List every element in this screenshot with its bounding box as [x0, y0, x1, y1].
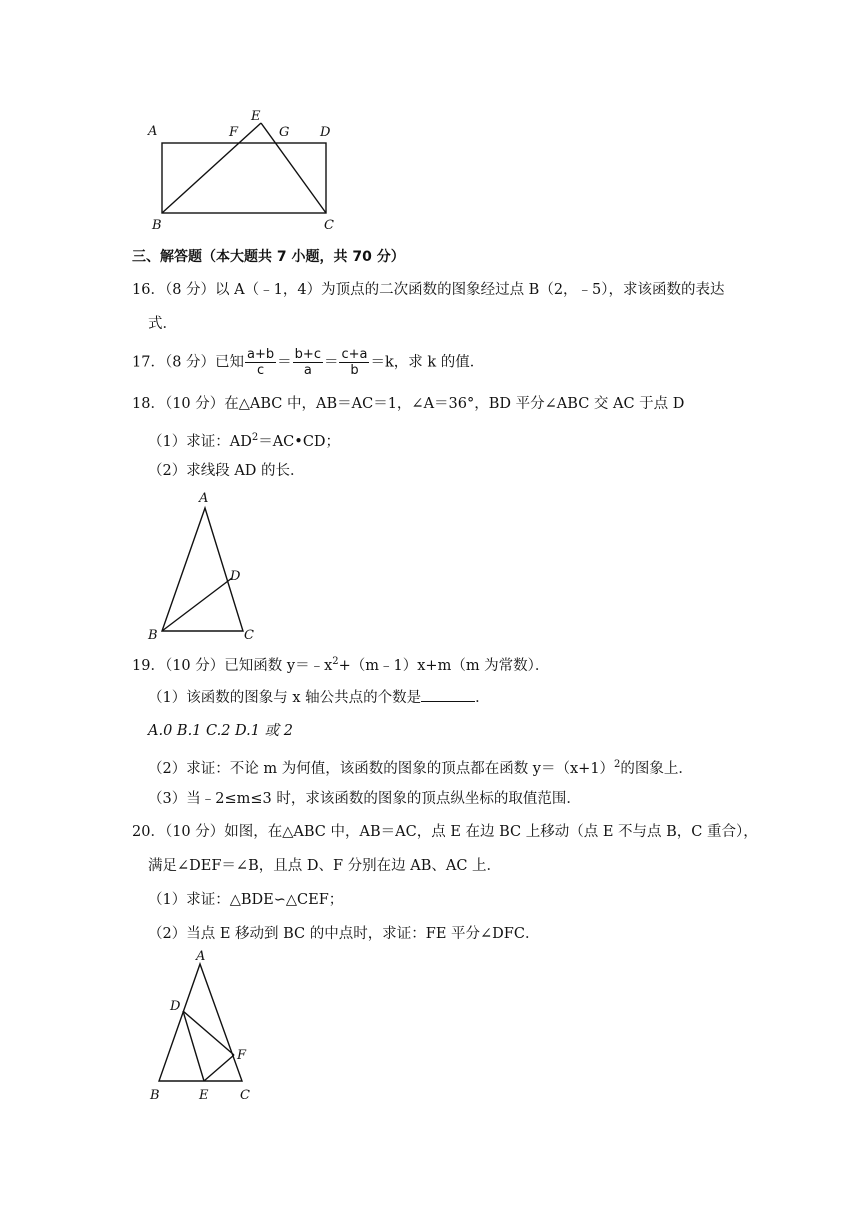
label-a: A	[199, 491, 209, 506]
q19-options: A.0 B.1 C.2 D.1 或 2	[148, 723, 293, 739]
q20-part-1: （1）求证：△BDE∽△CEF；	[148, 892, 344, 908]
label-e: E	[199, 1088, 209, 1103]
segment-be	[162, 123, 261, 213]
equals-sign: ＝	[277, 354, 292, 371]
q19-text-b: +（m﹣1）x+m（m 为常数）．	[338, 657, 550, 674]
q18-number: 18．	[132, 396, 165, 412]
equals-sign: ＝	[323, 354, 339, 371]
label-e: E	[251, 109, 261, 124]
fraction-1	[245, 347, 276, 378]
q18-part1-text-a: （1）求证：AD	[148, 433, 252, 450]
figure-rectangle-triangle	[140, 105, 350, 235]
label-g: G	[279, 125, 290, 140]
fraction-2-denominator: a	[303, 363, 312, 378]
q19-part2-text-a: （2）求证：不论 m 为何值，该函数的图象的顶点都在函数 y＝（x+1）	[148, 760, 615, 777]
q19-part-2	[148, 755, 693, 779]
q17-prefix: （8 分）已知	[164, 354, 245, 371]
q19-part2-text-b: 的图象上．	[620, 760, 693, 777]
figure-triangle-abd	[140, 488, 270, 644]
label-f: F	[229, 125, 239, 140]
answer-blank	[421, 687, 475, 702]
q19-number: 19．	[132, 657, 165, 674]
q20-number: 20．	[132, 824, 165, 840]
label-c: C	[240, 1088, 250, 1103]
label-d: D	[320, 125, 331, 140]
figure-triangle-def	[140, 948, 265, 1106]
q19-part1-text-b: ．	[475, 690, 490, 706]
q20-text-line2: 满足∠DEF＝∠B，且点 D、F 分别在边 AB、AC 上．	[148, 858, 502, 874]
q16-number: 16．	[132, 282, 165, 298]
q16-text-line2: 式．	[148, 316, 177, 332]
segment-de	[183, 1011, 204, 1081]
fraction-3-numerator: c+a	[341, 347, 368, 362]
q18-part-2: （2）求线段 AD 的长．	[148, 463, 305, 479]
q20-part-2: （2）当点 E 移动到 BC 的中点时，求证：FE 平分∠DFC．	[148, 926, 540, 942]
q18-text-line1: （10 分）在△ABC 中，AB＝AC＝1，∠A＝36°，BD 平分∠ABC 交 AC 于点 D	[164, 396, 685, 412]
label-b: B	[152, 218, 162, 233]
fraction-1-denominator: c	[257, 363, 265, 378]
q17-number: 17．	[132, 354, 165, 371]
fraction-3-denominator: b	[350, 363, 359, 378]
superscript: 2	[251, 432, 259, 443]
triangle-abc	[159, 964, 242, 1081]
question-19	[132, 652, 549, 676]
label-b: B	[148, 628, 158, 643]
segment-ec	[261, 123, 326, 213]
fraction-2-numerator: b+c	[294, 347, 321, 362]
q19-part1-text-a: （1）该函数的图象与 x 轴公共点的个数是	[148, 690, 422, 706]
label-d: D	[170, 999, 181, 1014]
label-c: C	[244, 628, 254, 643]
question-18	[132, 394, 684, 414]
fraction-2	[293, 347, 323, 378]
q20-text-line1: （10 分）如图，在△ABC 中，AB＝AC，点 E 在边 BC 上移动（点 E 不与点 B，C 重合），	[164, 824, 758, 840]
q17-suffix: ＝k，求 k 的值．	[370, 354, 485, 371]
q19-part-1	[148, 687, 490, 708]
question-20	[132, 822, 758, 842]
segment-bd	[162, 578, 232, 631]
label-a: A	[148, 124, 158, 139]
fraction-3	[339, 347, 369, 378]
superscript: 2	[332, 656, 339, 667]
q19-text-a: （10 分）已知函数 y＝﹣x	[164, 657, 333, 674]
label-c: C	[324, 218, 334, 233]
q16-text-line1: （8 分）以 A（﹣1，4）为顶点的二次函数的图象经过点 B（2，﹣5），求该函数的表达	[164, 282, 725, 298]
question-16	[132, 280, 725, 300]
section-heading: 三、解答题（本大题共 7 小题，共 70 分）	[132, 249, 405, 265]
label-b: B	[150, 1088, 160, 1103]
q19-part-3: （3）当﹣2≤m≤3 时，求该函数的图象的顶点纵坐标的取值范围．	[148, 791, 581, 807]
segment-ef	[204, 1055, 234, 1081]
segment-df	[183, 1011, 234, 1055]
superscript: 2	[614, 759, 621, 770]
q18-part1-text-b: ＝AC•CD；	[258, 433, 341, 450]
fraction-1-numerator: a+b	[247, 347, 275, 362]
q18-part-1	[148, 428, 340, 452]
label-d: D	[230, 569, 241, 584]
label-a: A	[196, 949, 206, 964]
question-17	[132, 347, 484, 378]
label-f: F	[237, 1048, 247, 1063]
